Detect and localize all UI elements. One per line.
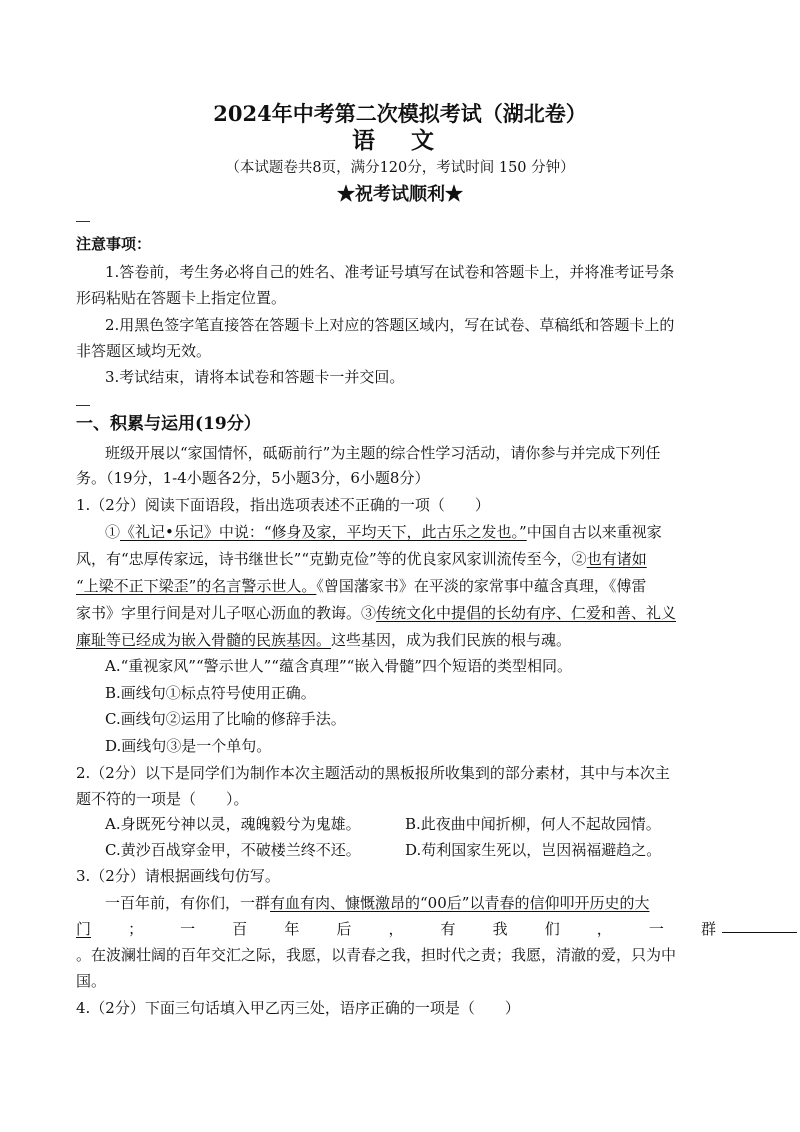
q2-option-c: C.黄沙百战穿金甲，不破楼兰终不还。 bbox=[105, 841, 361, 859]
q3-word: 群 bbox=[700, 920, 716, 938]
q2-option-d: D.苟利国家生死以，岂因祸福避趋之。 bbox=[405, 841, 662, 859]
q1-stem: 1.（2分）阅读下面语段，指出选项表述不正确的一项（ ） bbox=[76, 496, 490, 514]
q3-word: 我 bbox=[492, 920, 508, 938]
q4-stem: 4.（2分）下面三句话填入甲乙丙三处，语序正确的一项是（ ） bbox=[76, 999, 520, 1017]
q1-passage-text: 家书》字里行间是对儿子呕心沥血的教诲。③ bbox=[76, 604, 377, 622]
q1-option-a: A.“重视家风”“警示世人”“蕴含真理”“嵌入骨髓”四个短语的类型相同。 bbox=[105, 657, 572, 675]
q3-line-2 bbox=[76, 919, 716, 939]
q2-stem-line-2: 题不符的一项是（ ）。 bbox=[76, 790, 249, 808]
divider-dash bbox=[76, 221, 90, 222]
section-1-heading: 一、积累与运用(19分） bbox=[76, 414, 261, 434]
notice-item-2-line-1: 2.用黑色签字笔直接答在答题卡上对应的答题区域内，写在试卷、草稿纸和答题卡上的 bbox=[105, 316, 675, 334]
q3-answer-blank[interactable] bbox=[722, 932, 797, 933]
q3-word: 一 bbox=[180, 920, 196, 938]
q1-option-c: C.画线句②运用了比喻的修辞手法。 bbox=[105, 710, 346, 728]
q1-passage-line-4 bbox=[76, 603, 726, 623]
q1-option-b: B.画线句①标点符号使用正确。 bbox=[105, 684, 316, 702]
q1-underlined-sentence-2-cont: “上梁不正下梁歪”的名言警示世人。 bbox=[76, 577, 317, 595]
q2-stem-line-1: 2.（2分）以下是同学们为制作本次主题活动的黑板报所收集到的部分素材，其中与本次主 bbox=[76, 764, 670, 782]
q1-passage-text: 《曾国藩家书》在平淡的家常事中蕴含真理，《傅雷 bbox=[316, 577, 647, 595]
q1-underlined-sentence-3: 传统文化中提倡的长幼有序、仁爱和善、礼义 bbox=[376, 604, 677, 622]
q1-passage-text: 中国自古以来重视家 bbox=[526, 523, 662, 541]
q3-underlined-end: 门 bbox=[76, 920, 92, 938]
q3-text: 一百年前，有你们，一群 bbox=[105, 894, 271, 912]
q3-word: ， bbox=[596, 920, 612, 938]
notice-item-1-line-2: 形码粘贴在答题卡上指定位置。 bbox=[76, 289, 287, 307]
q3-underlined-sentence: 有血有肉、慷慨激昂的“00后”以青春的信仰叩开历史的大 bbox=[270, 894, 650, 912]
notice-item-1-line-1: 1.答卷前，考生务必将自己的姓名、准考证号填写在试卷和答题卡上，并将准考证号条 bbox=[105, 263, 675, 281]
notice-item-3: 3.考试结束，请将本试卷和答题卡一并交回。 bbox=[105, 368, 405, 386]
section-1-intro-line-1: 班级开展以“家国情怀，砥砺前行”为主题的综合性学习活动，请你参与并完成下列任 bbox=[105, 444, 661, 462]
q1-underlined-sentence-2: 也有诸如 bbox=[586, 550, 647, 568]
q1-passage-line-2 bbox=[76, 549, 726, 569]
q2-option-a: A.身既死兮神以灵，魂魄毅兮为鬼雄。 bbox=[105, 815, 361, 833]
q1-passage-line-5 bbox=[76, 630, 726, 650]
q3-word: 年 bbox=[284, 920, 300, 938]
q3-line-4: 国。 bbox=[76, 972, 107, 990]
q3-line-3: 。在波澜壮阔的百年交汇之际，我愿，以青春之我，担时代之责；我愿，清澈的爱，只为中 bbox=[76, 946, 677, 964]
good-luck-line: ★祝考试顺利★ bbox=[337, 184, 463, 205]
q1-option-d: D.画线句③是一个单句。 bbox=[105, 737, 272, 755]
notice-heading: 注意事项： bbox=[76, 235, 152, 253]
section-1-intro-line-2: 务。（19分，1-4小题各2分，5小题3分，6小题8分） bbox=[76, 469, 430, 487]
q1-marker-1: ① bbox=[105, 523, 121, 541]
q3-word: 一 bbox=[648, 920, 664, 938]
q3-word: 们 bbox=[544, 920, 560, 938]
q3-word: ； bbox=[128, 920, 144, 938]
q3-line-1 bbox=[105, 893, 755, 913]
q1-passage-line-3 bbox=[76, 576, 726, 596]
divider-dash bbox=[76, 405, 90, 406]
exam-title: 2024年中考第二次模拟考试（湖北卷） bbox=[213, 101, 587, 126]
subject-title: 语 文 bbox=[351, 127, 448, 154]
q1-passage-text: 风，有“忠厚传家远，诗书继世长”“克勤克俭”等的优良家风家训流传至今，② bbox=[76, 550, 587, 568]
q3-word: 百 bbox=[232, 920, 248, 938]
exam-info: （本试题卷共8页，满分120分，考试时间 150 分钟） bbox=[225, 160, 575, 176]
q1-underlined-sentence-1: 《礼记•乐记》中说：“修身及家，平均天下，此古乐之发也。” bbox=[120, 523, 527, 541]
q1-passage-text: 这些基因，成为我们民族的根与魂。 bbox=[331, 631, 572, 649]
q2-option-b: B.此夜曲中闻折柳，何人不起故园情。 bbox=[405, 815, 661, 833]
notice-item-2-line-2: 非答题区域均无效。 bbox=[76, 342, 212, 360]
q3-word: 后 bbox=[336, 920, 352, 938]
q3-stem: 3.（2分）请根据画线句仿写。 bbox=[76, 867, 280, 885]
q3-word: 有 bbox=[440, 920, 456, 938]
q1-passage-line-1 bbox=[105, 522, 755, 542]
q3-word: ， bbox=[388, 920, 404, 938]
q1-underlined-sentence-3-cont: 廉耻等已经成为嵌入骨髓的民族基因。 bbox=[76, 631, 332, 649]
